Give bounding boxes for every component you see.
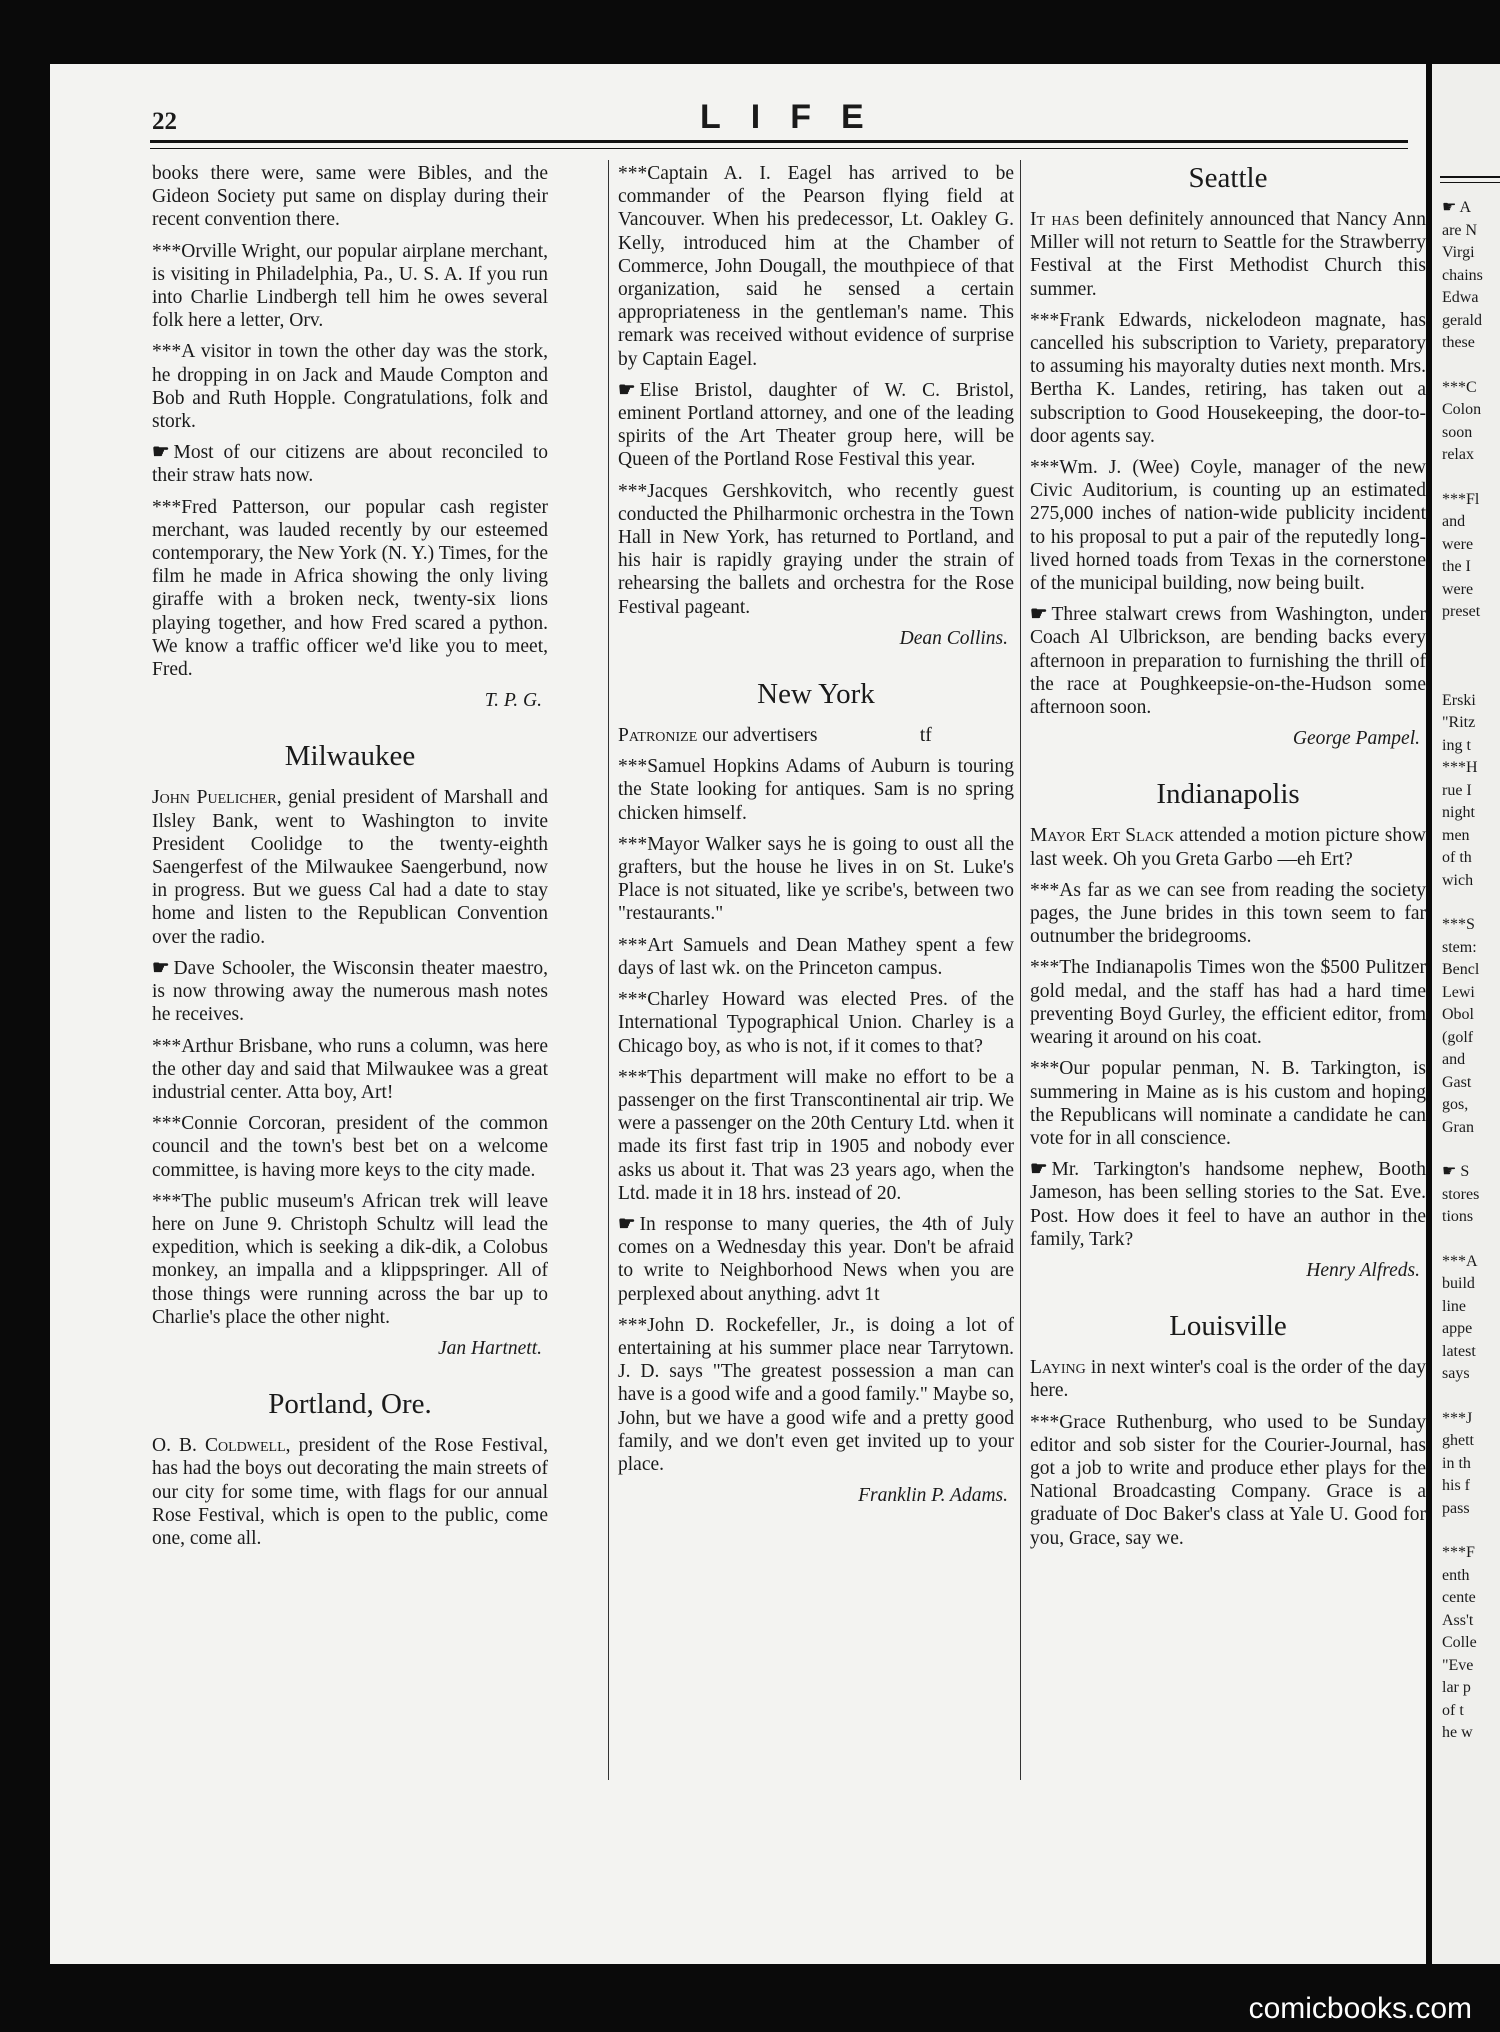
lead-in: Mayor Ert Slack	[1030, 825, 1175, 847]
signature: Dean Collins.	[899, 627, 1008, 649]
adjacent-page-line: are N	[1442, 221, 1478, 239]
adjacent-page-line: gerald	[1442, 311, 1482, 329]
signature: Henry Alfreds.	[1306, 1259, 1420, 1281]
adjacent-page-rule-thin	[1440, 182, 1500, 183]
paragraph	[152, 957, 548, 1027]
paragraph: ***A visitor in town the other day was the stork, he dropping in on Jack and Maude Compton and Bob and Ruth Hopple. Congratulations, folk and stork.	[152, 341, 548, 433]
lead-in: O. B. Coldwell,	[152, 1435, 291, 1457]
pointing-hand-icon: ☛	[152, 957, 170, 979]
adjacent-page-line: his f	[1442, 1477, 1470, 1494]
paragraph-text: Dave Schooler, the Wisconsin theater maestro, is now throwing away the numerous mash notes he receives.	[152, 957, 548, 1026]
adjacent-page-line	[1432, 646, 1500, 668]
header-rule-thick	[150, 140, 1408, 143]
paragraph: ***Our popular penman, N. B. Tarkington, is summering in Maine as is his custom and hoping the Republicans will nominate a candidate he can vote for in all conscience.	[1030, 1058, 1426, 1149]
adjacent-page-line: ing t	[1442, 736, 1471, 754]
paragraph	[152, 786, 548, 948]
adjacent-page-line: Virgi	[1442, 244, 1475, 261]
adjacent-page-line: Gast	[1442, 1073, 1472, 1091]
adjacent-page-line: "Ritz	[1442, 714, 1476, 731]
adjacent-page-line: ***F	[1442, 1544, 1475, 1561]
adjacent-page-line: of th	[1442, 849, 1472, 866]
paragraph	[618, 724, 1014, 747]
column-2	[618, 162, 1014, 1513]
paragraph-text: attended a motion picture show last week. Oh you Greta Garbo —eh Ert?	[1030, 825, 1426, 870]
paragraph: ***Fred Patterson, our popular cash register merchant, was lauded recently by our esteemed contemporary, the New York (N. Y.) Times, for the film he made in Africa showing the only living giraffe with a broken neck, twenty-six lions playing together, and how Fred scared a python. We know a traffic officer we'd like you to meet, Fred.	[152, 496, 548, 681]
page-number: 22	[152, 108, 177, 135]
adjacent-page-line: appe	[1442, 1320, 1473, 1337]
lead-in: Laying	[1030, 1357, 1086, 1379]
paragraph: ***The Indianapolis Times won the $500 Pulitzer gold medal, and the staff has had a hard time preventing Boyd Gurley, the efficient editor, from wearing it around on his coat.	[1030, 957, 1426, 1049]
adjacent-page-line	[1432, 1229, 1500, 1251]
paragraph	[152, 441, 548, 487]
adjacent-page-line: were	[1442, 580, 1474, 598]
paragraph-text: Most of our citizens are about reconciled to their straw hats now.	[152, 442, 548, 487]
paragraph	[1030, 208, 1426, 301]
paragraph	[1030, 1158, 1426, 1251]
pointing-hand-icon: ☛	[1030, 1159, 1048, 1181]
adjacent-page-line: soon	[1442, 423, 1473, 441]
paragraph-text: president of the Rose Festival, has had the boys out decorating the main streets of our city for some time, with flags for our annual Rose Festival, which is open to the public, come one, come all.	[152, 1435, 548, 1549]
paragraph: books there were, same were Bibles, and the Gideon Society put same on display during their recent convention there.	[152, 163, 548, 231]
adjacent-page-line	[1432, 355, 1500, 377]
adjacent-page-line: cente	[1442, 1589, 1476, 1606]
adjacent-page-line: stem:	[1442, 938, 1477, 956]
pointing-hand-icon: ☛	[618, 1213, 636, 1235]
paragraph-text: Mr. Tarkington's handsome nephew, Booth Jameson, has been selling stories to the Sat. Eve. Post. How does it feel to have an author in the family, Tark?	[1030, 1159, 1426, 1250]
adjacent-page-line: Obol	[1442, 1006, 1474, 1023]
adjacent-page-line: Colle	[1442, 1634, 1477, 1651]
section-title-milwaukee: Milwaukee	[284, 740, 416, 773]
paragraph-text: our advertisers tf	[697, 725, 932, 747]
adjacent-page-line: ***C	[1442, 378, 1477, 396]
header-rule-thin	[150, 148, 1408, 149]
adjacent-page-line: build	[1442, 1275, 1475, 1292]
paragraph: ***Orville Wright, our popular airplane merchant, is visiting in Philadelphia, Pa., U. S. A. If you run into Charlie Lindbergh tell him he owes several folk here a letter, Orv.	[152, 240, 548, 332]
paragraph	[1030, 1356, 1426, 1402]
adjacent-page-line: latest	[1442, 1342, 1476, 1360]
paragraph	[618, 1213, 1014, 1306]
adjacent-page-line: Gran	[1442, 1118, 1474, 1136]
adjacent-page-line: says	[1442, 1365, 1470, 1382]
paragraph: ***Charley Howard was elected Pres. of the International Typographical Union. Charley is a Chicago boy, as who is not, if it comes to that?	[618, 989, 1014, 1057]
adjacent-page-line: gos,	[1442, 1096, 1469, 1113]
adjacent-page-line: ghett	[1442, 1432, 1474, 1449]
column-divider-2	[1020, 160, 1021, 1780]
adjacent-page-line: enth	[1442, 1566, 1470, 1584]
adjacent-page-line: night	[1442, 804, 1475, 821]
paragraph-text: in next winter's coal is the order of the day here.	[1030, 1357, 1426, 1402]
adjacent-page-line: rue I	[1442, 781, 1472, 799]
adjacent-page-line	[1432, 668, 1500, 690]
adjacent-page-line: men	[1442, 826, 1470, 844]
signature: Jan Hartnett.	[438, 1337, 542, 1359]
paragraph: ***Grace Ruthenburg, who used to be Sunday editor and sob sister for the Courier-Journal, has got a job to write and produce ether plays for the National Broadcasting Company. Grace is a graduate of Doc Baker's class at Yale U. Good for you, Grace, say we.	[1030, 1411, 1426, 1549]
adjacent-page-line: he w	[1442, 1724, 1473, 1741]
adjacent-page-line: chains	[1442, 266, 1483, 284]
adjacent-page-line: of t	[1442, 1701, 1464, 1719]
adjacent-page-line	[1432, 1520, 1500, 1542]
adjacent-page-line: stores	[1442, 1185, 1480, 1203]
adjacent-page-line: were	[1442, 535, 1474, 553]
pointing-hand-icon: ☛	[152, 442, 170, 464]
lead-in: It has	[1030, 209, 1080, 230]
adjacent-page-line: wich	[1442, 871, 1474, 889]
adjacent-page-line: ***Fl	[1442, 490, 1480, 508]
paragraph-text: Elise Bristol, daughter of W. C. Bristol, eminent Portland attorney, and one of the leading spirits of the Art Theater group here, will be Queen of the Portland Rose Festival this year.	[618, 379, 1014, 471]
signature: Franklin P. Adams.	[858, 1485, 1008, 1507]
paragraph	[618, 379, 1014, 472]
adjacent-page-line	[1432, 892, 1500, 914]
adjacent-page-line: Erski	[1442, 691, 1476, 709]
paragraph: ***This department will make no effort to be a passenger on the first Transcontinental air trip. We were a passenger on the 20th Century Ltd. when it made its first fast trip in 1905 and nobody ever asks us about it. That was 23 years ago, when the Ltd. made it in 18 hrs. instead of 20.	[618, 1066, 1014, 1204]
adjacent-page-line: ***S	[1442, 916, 1475, 933]
paragraph: ***Mayor Walker says he is going to oust all the grafters, but the house he lives in on St. Luke's Place is not situated, like ye scribe's, between two "restaurants."	[618, 833, 1014, 925]
adjacent-page-line: line	[1442, 1297, 1466, 1315]
paragraph: ***Samuel Hopkins Adams of Auburn is touring the State looking for antiques. Sam is no spring chicken himself.	[618, 756, 1014, 824]
section-title-portland: Portland, Ore.	[268, 1388, 432, 1421]
adjacent-page-line: in th	[1442, 1454, 1471, 1472]
column-3	[1030, 162, 1426, 1558]
paragraph: ***Wm. J. (Wee) Coyle, manager of the new Civic Auditorium, is counting up an estimated 275,000 inches of nation-wide publicity incident to his proposal to put a pair of the reputedly long-lived horned toads from Texas in the cornerstone of the municipal building, now being built.	[1030, 457, 1426, 595]
adjacent-page-line: ☛ A	[1442, 199, 1472, 216]
adjacent-page-line: and	[1442, 1051, 1466, 1068]
adjacent-page-line: ☛ S	[1442, 1163, 1470, 1180]
adjacent-page-line: Edwa	[1442, 289, 1479, 306]
signature: T. P. G.	[484, 690, 542, 712]
paragraph	[152, 1434, 548, 1550]
adjacent-page-line	[1432, 624, 1500, 646]
watermark: comicbooks.com	[1248, 1992, 1472, 2025]
adjacent-page-line: Colon	[1442, 401, 1482, 418]
paragraph	[1030, 824, 1426, 870]
adjacent-page-line	[1432, 1139, 1500, 1161]
paragraph	[1030, 603, 1426, 719]
adjacent-page-line: Bencl	[1442, 961, 1480, 978]
adjacent-page-line: preset	[1442, 603, 1481, 620]
paragraph: ***Connie Corcoran, president of the common council and the town's best bet on a welcome committee, is having more keys to the city made.	[152, 1113, 548, 1181]
adjacent-page-line: the I	[1442, 558, 1471, 575]
adjacent-page-rule	[1440, 176, 1500, 178]
adjacent-page-line: Ass't	[1442, 1611, 1474, 1629]
adjacent-page-line	[1432, 1386, 1500, 1408]
signature: George Pampel.	[1292, 728, 1420, 750]
adjacent-page-line: "Eve	[1442, 1656, 1474, 1674]
adjacent-page-line: and	[1442, 513, 1466, 530]
section-title-louisville: Louisville	[1169, 1310, 1287, 1343]
column-divider-1	[608, 160, 609, 1780]
section-title-indianapolis: Indianapolis	[1156, 778, 1300, 811]
adjacent-page-line: tions	[1442, 1208, 1474, 1225]
paragraph-text: In response to many queries, the 4th of July comes on a Wednesday this year. Don't be afraid to write to Neighborhood News when you are perplexed about anything. advt 1t	[618, 1213, 1014, 1305]
section-title-seattle: Seattle	[1188, 162, 1268, 194]
adjacent-page-text	[1432, 197, 1500, 1745]
paragraph: ***Jacques Gershkovitch, who recently guest conducted the Philharmonic orchestra in the Town Hall in New York, has returned to Portland, and his hair is rapidly graying under the strain of rehearsing the ballets and orchestra for the Rose Festival pageant.	[618, 480, 1014, 618]
adjacent-page-line: pass	[1442, 1499, 1470, 1517]
magazine-title: LIFE	[700, 98, 894, 136]
adjacent-page-line: ***A	[1442, 1252, 1478, 1270]
paragraph-text: genial president of Marshall and Ilsley Bank, went to Washington to invite President Coolidge to the twenty-eighth Saengerfest of the Milwaukee Saengerbund, now in progress. But we guess Cal had a date to stay home and listen to the Republican Convention over the radio.	[152, 787, 548, 948]
paragraph: ***The public museum's African trek will leave here on June 9. Christoph Schultz will lead the expedition, which is seeking a dik-dik, a Colobus monkey, an impalla and a klippspringer. All of those things were running across the bar up to Charlie's place the other night.	[152, 1190, 548, 1328]
adjacent-page-fragment	[1432, 64, 1500, 1964]
paragraph: ***John D. Rockefeller, Jr., is doing a lot of entertaining at his summer place near Tarrytown. J. D. says "The greatest possession a man can have is a good wife and a good family." Maybe so, John, but we have a good wife and a pretty good family, and we don't even get invited up to your place.	[618, 1314, 1014, 1475]
paragraph: ***Art Samuels and Dean Mathey spent a few days of last wk. on the Princeton campus.	[618, 934, 1014, 979]
section-title-new-york: New York	[757, 678, 875, 711]
paragraph-text: been definitely announced that Nancy Ann Miller will not return to Seattle for the Strawberry Festival at the First Methodist Church this summer.	[1030, 209, 1426, 300]
adjacent-page-line: lar p	[1442, 1679, 1471, 1696]
adjacent-page-line: (golf	[1442, 1028, 1474, 1046]
adjacent-page-line: relax	[1442, 446, 1474, 463]
lead-in: John Puelicher,	[152, 787, 282, 809]
pointing-hand-icon: ☛	[1030, 604, 1048, 626]
paragraph-text: Three stalwart crews from Washington, under Coach Al Ulbrickson, are bending backs every afternoon in preparation to furnishing the thrill of the race at Poughkeepsie-on-the-Hudson some afternoon soon.	[1030, 604, 1426, 719]
paragraph: ***As far as we can see from reading the society pages, the June brides in this town seem to far outnumber the bridegrooms.	[1030, 879, 1426, 948]
column-1	[152, 162, 548, 1558]
adjacent-page-line: ***J	[1442, 1409, 1473, 1427]
adjacent-page-line: Lewi	[1442, 983, 1475, 1001]
paragraph: ***Arthur Brisbane, who runs a column, was here the other day and said that Milwaukee was a great industrial center. Atta boy, Art!	[152, 1035, 548, 1103]
paragraph: ***Captain A. I. Eagel has arrived to be commander of the Pearson flying field at Vancouver. When his predecessor, Lt. Oakley G. Kelly, introduced him at the Chamber of Commerce, John Dougall, the mouthpiece of that organization, said he sensed a certain appropriateness in the gentleman's name. This remark was received without evidence of surprise by Captain Eagel.	[618, 163, 1014, 370]
adjacent-page-line	[1432, 467, 1500, 489]
pointing-hand-icon: ☛	[618, 379, 636, 401]
paragraph: ***Frank Edwards, nickelodeon magnate, has cancelled his subscription to Variety, preparatory to assuming his mayoralty duties next month. Mrs. Bertha K. Landes, retiring, has taken out a subscription to Good Housekeeping, the door-to-door agents say.	[1030, 309, 1426, 447]
adjacent-page-line: these	[1442, 334, 1475, 351]
adjacent-page-line: ***H	[1442, 759, 1478, 776]
lead-in: Patronize	[618, 725, 698, 747]
